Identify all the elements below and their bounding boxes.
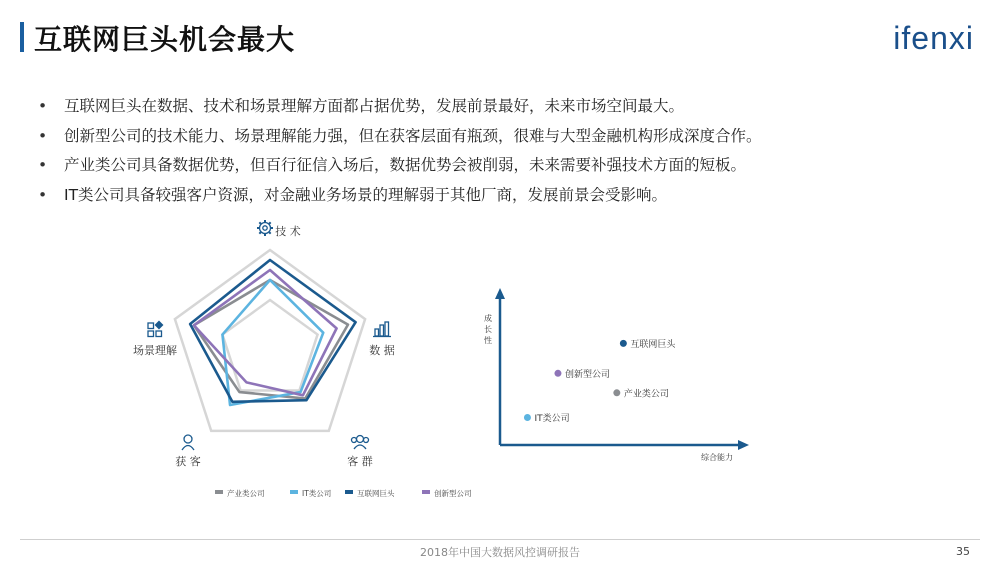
radar-axis-label: 技 术 bbox=[275, 225, 301, 238]
scatter-point-label: 产业类公司 bbox=[623, 389, 669, 400]
bullet-item: • 产业类公司具备数据优势，但百行征信入场后，数据优势会被削弱，未来需要补强技术方面的短板。 bbox=[38, 151, 978, 181]
bullet-item: • 创新型公司的技术能力、场景理解能力强，但在获客层面有瓶颈，很难与大型金融机构形成深度合作。 bbox=[38, 122, 978, 152]
bullet-item: • 互联网巨头在数据、技术和场景理解方面都占据优势，发展前景最好，未来市场空间最大。 bbox=[38, 92, 978, 122]
scatter-point-label: 创新型公司 bbox=[564, 369, 610, 380]
scatter-point bbox=[613, 389, 620, 396]
scatter-point bbox=[524, 414, 531, 421]
y-axis-label: 成长性 bbox=[484, 314, 492, 345]
legend-swatch bbox=[345, 490, 353, 494]
radar-axis-label: 客 群 bbox=[347, 455, 373, 468]
x-axis-arrow bbox=[738, 440, 749, 450]
page-title: 互联网巨头机会最大 bbox=[34, 23, 296, 56]
footer-divider bbox=[20, 539, 980, 540]
radar-chart bbox=[110, 225, 472, 515]
title-accent-bar bbox=[20, 22, 24, 52]
legend-label: IT类公司 bbox=[302, 489, 332, 498]
legend-label: 创新型公司 bbox=[434, 489, 472, 498]
user-icon bbox=[182, 435, 194, 450]
radar-axis-label: 场景理解 bbox=[133, 344, 177, 357]
users-group-icon bbox=[352, 436, 369, 450]
x-axis-label: 综合能力 bbox=[701, 453, 733, 462]
scatter-point-label: 互联网巨头 bbox=[630, 339, 676, 350]
legend-swatch bbox=[215, 490, 223, 494]
grid-blocks-icon bbox=[148, 321, 163, 336]
radar-axis-label: 数 据 bbox=[369, 344, 395, 357]
legend-label: 互联网巨头 bbox=[357, 489, 395, 498]
scatter-point bbox=[554, 370, 561, 377]
legend-swatch bbox=[290, 490, 298, 494]
radar-axis-label: 获 客 bbox=[175, 455, 201, 468]
bullet-item: • IT类公司具备较强客户资源，对金融业务场景的理解弱于其他厂商，发展前景会受影响。 bbox=[38, 181, 978, 211]
brand-logo: ifenxi bbox=[893, 20, 974, 56]
bullet-list bbox=[38, 92, 978, 210]
footer-text: 2018年中国大数据风控调研报告 bbox=[420, 546, 580, 559]
y-axis-arrow bbox=[495, 288, 505, 299]
gear-icon bbox=[257, 220, 273, 236]
scatter-point-label: IT类公司 bbox=[534, 414, 570, 424]
legend-swatch bbox=[422, 490, 430, 494]
scatter-chart bbox=[470, 285, 770, 475]
legend-label: 产业类公司 bbox=[227, 489, 265, 498]
page-number: 35 bbox=[956, 545, 970, 558]
bar-chart-icon bbox=[373, 322, 391, 337]
radar-series-polygon bbox=[194, 280, 348, 399]
scatter-point bbox=[620, 340, 627, 347]
